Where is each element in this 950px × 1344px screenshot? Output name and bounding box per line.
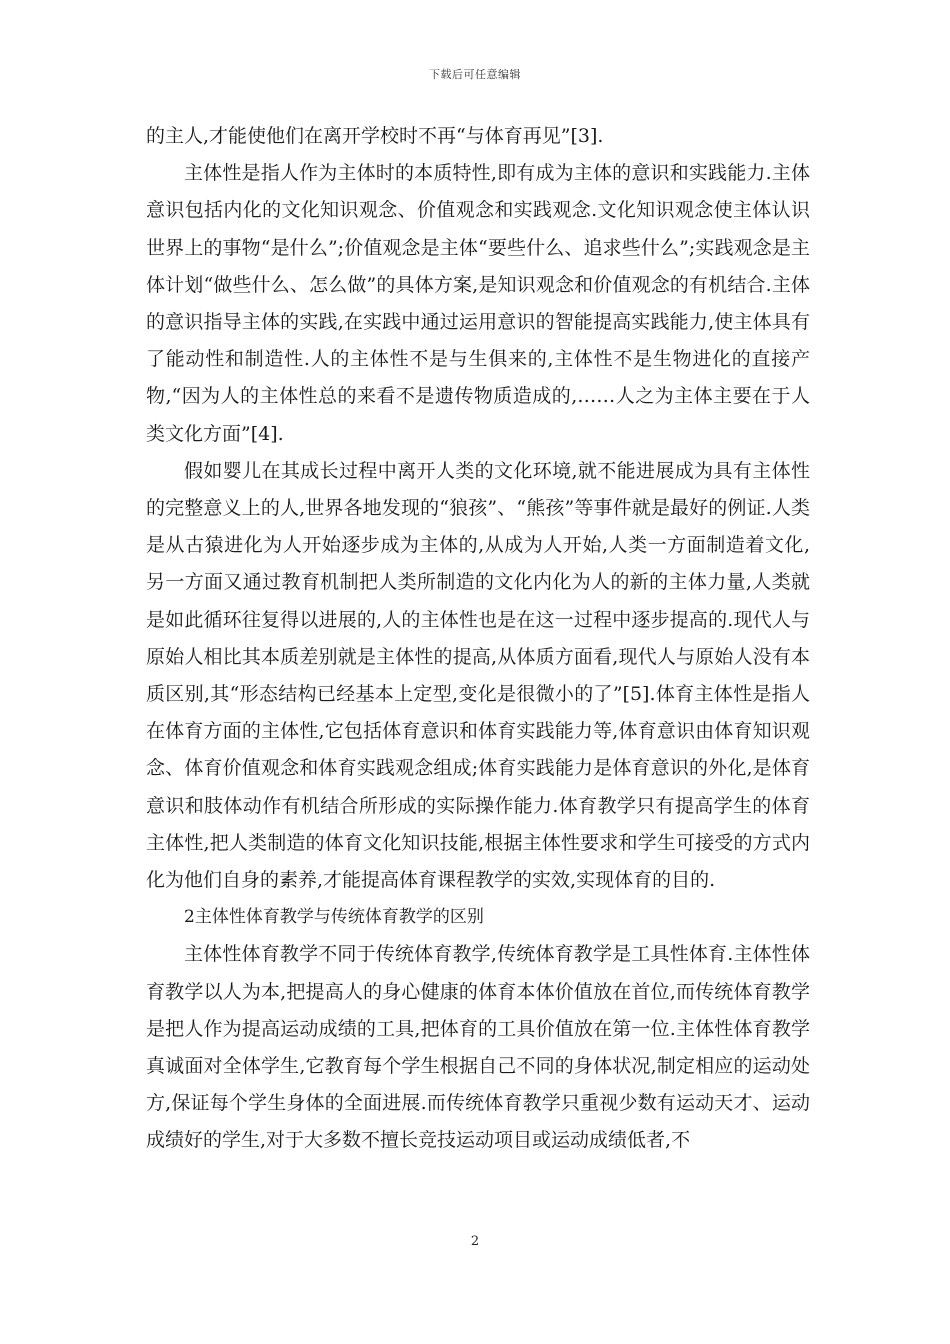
paragraph-subjectivity-definition: 主体性是指人作为主体时的本质特性,即有成为主体的意识和实践能力.主体意识包括内化的文化知识观念、价值观念和实践观念.文化知识观念使主体认识世界上的事物“是什么”;价值观念是主体“要些什么、追求些什么”;实践观念是主体计划“做些什么、怎么做”的具体方案,是知识观念和价值观念的有机结合.主体的意识指导主体的实践,在实践中通过运用意识的智能提高实践能力,使主体具有了能动性和制造性.人的主体性不是与生俱来的,主体性不是生物进化的直接产物,“因为人的主体性总的来看不是遗传物质造成的,……人之为主体主要在于人类文化方面”[4].: [146, 162, 810, 445]
page-number: 2: [470, 1234, 480, 1249]
paragraph-comparison: 主体性体育教学不同于传统体育教学,传统体育教学是工具性体育.主体性体育教学以人为本,把提高人的身心健康的体育本体价值放在首位,而传统体育教学是把人作为提高运动成绩的工具,把体育的工具价值放在第一位.主体性体育教学真诚面对全体学生,它教育每个学生根据自己不同的身体状况,制定相应的运动处方,保证每个学生身体的全面进展.而传统体育教学只重视少数有运动天才、运动成绩好的学生,对于大多数不擅长竞技运动项目或运动成绩低者,不: [146, 943, 810, 1152]
document-body: [146, 118, 810, 1160]
paragraph-infant-example: 假如婴儿在其成长过程中离开人类的文化环境,就不能进展成为具有主体性的完整意义上的人,世界各地发现的“狼孩”、“熊孩”等事件就是最好的例证.人类是从古猿进化为人开始逐步成为主体的,从成为人开始,人类一方面制造着文化,另一方面又通过教育机制把人类所制造的文化内化为人的新的主体力量,人类就是如此循环往复得以进展的,人的主体性也是在这一过程中逐步提高的.现代人与原始人相比其本质差别就是主体性的提高,从体质方面看,现代人与原始人没有本质区别,其“形态结构已经基本上定型,变化是很微小的了”[5].体育主体性是指人在体育方面的主体性,它包括体育意识和体育实践能力等,体育意识由体育知识观念、体育价值观念和体育实践观念组成;体育实践能力是体育意识的外化,是体育意识和肢体动作有机结合所形成的实际操作能力.体育教学只有提高学生的体育主体性,把人类制造的体育文化知识技能,根据主体性要求和学生可接受的方式内化为他们自身的素养,才能提高体育课程教学的实效,实现体育的目的.: [146, 459, 810, 892]
paragraph-continuation: 的主人,才能使他们在离开学校时不再“与体育再见”[3].: [146, 125, 604, 147]
page-header: 下载后可任意编辑: [429, 68, 521, 81]
section-heading: 2主体性体育教学与传统体育教学的区别: [184, 907, 484, 928]
